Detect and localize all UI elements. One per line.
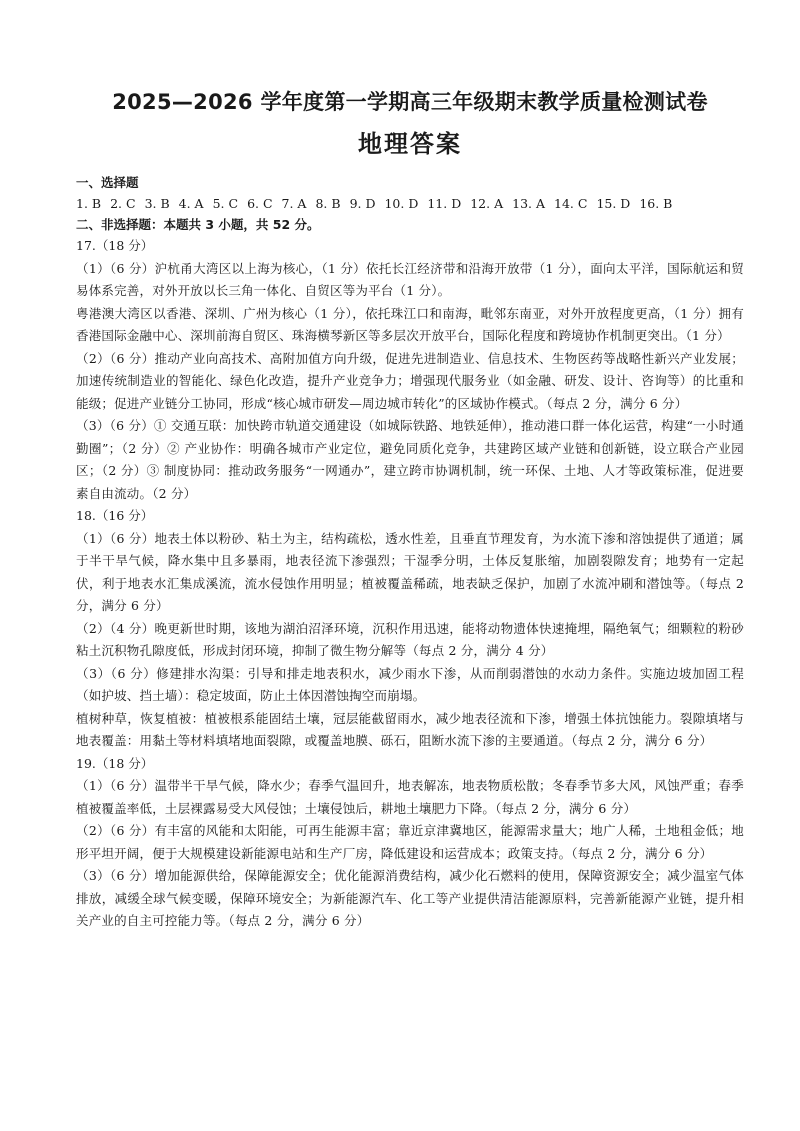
answer-subtitle: 地理答案 [358, 130, 462, 158]
question-19-answer-paragraph: （3）（6 分）增加能源供给，保障能源安全；优化能源消费结构，减少化石燃料的使用，保障资源安全；减少温室气体排放，减缓全球气候变暖，保障环境安全；为新能源汽车、化工等产业提供清洁能源原料，完善新能源产业链，提升相关产业的自主可控能力等。（每点 2 分，满分 6 分） [76, 868, 744, 928]
question-17-heading: 17.（18 分） [76, 238, 154, 253]
question-19-answer-paragraph: （1）（6 分）温带半干旱气候，降水少；春季气温回升，地表解冻，地表物质松散；冬春季节多大风，风蚀严重；春季植被覆盖率低，土层裸露易受大风侵蚀；土壤侵蚀后，耕地土壤肥力下降。（每点 2 分，满分 6 分） [76, 778, 744, 816]
answer-item: 7. A [281, 196, 307, 211]
answer-item: 3. B [144, 196, 170, 211]
question-17-answer-paragraph: 粤港澳大湾区以香港、深圳、广州为核心（1 分），依托珠江口和南海，毗邻东南亚，对外开放程度更高，（1 分）拥有香港国际金融中心、深圳前海自贸区、珠海横琴新区等多层次开放平台，国际化程度和跨境协作机制更突出。（1 分） [76, 305, 744, 343]
answer-item: 8. B [315, 196, 341, 211]
question-17-answer-paragraph: （3）（6 分）① 交通互联：加快跨市轨道交通建设（如城际铁路、地铁延伸），推动港口群一体化运营，构建“一小时通勤圈”；（2 分）② 产业协作：明确各城市产业定位，避免同质化竞争，共建跨区域产业链和创新链，设立联合产业园区；（2 分）③ 制度协同：推动政务服务“一网通办”，建立跨市协调机制，统一环保、土地、人才等政策标准，促进要素自由流动。（2 分） [76, 418, 744, 501]
exam-title: 2025—2026 学年度第一学期高三年级期末教学质量检测试卷 [112, 90, 708, 114]
answer-item: 9. D [349, 196, 376, 211]
question-18-heading: 18.（16 分） [76, 508, 154, 523]
answer-item: 12. A [470, 196, 504, 211]
answer-item: 16. B [639, 196, 673, 211]
answer-item: 1. B [76, 196, 102, 211]
question-18-answer-paragraph: （1）（6 分）地表土体以粉砂、粘土为主，结构疏松，透水性差，且垂直节理发育，为水流下渗和溶蚀提供了通道；属于半干旱气候，降水集中且多暴雨，地表径流下渗强烈；干湿季分明，土体反复胀缩，加剧裂隙发育；地势有一定起伏，利于地表水汇集成溪流，流水侵蚀作用明显；植被覆盖稀疏，地表缺乏保护，加剧了水流冲刷和潜蚀等。（每点 2 分，满分 6 分） [76, 530, 744, 613]
answer-item: 14. C [554, 196, 588, 211]
question-17-answer-paragraph: （2）（6 分）推动产业向高技术、高附加值方向升级，促进先进制造业、信息技术、生物医药等战略性新兴产业发展；加速传统制造业的智能化、绿色化改造，提升产业竞争力；增强现代服务业（如金融、研发、设计、咨询等）的比重和能级；促进产业链分工协同，形成“核心城市研发—周边城市转化”的区域协作模式。（每点 2 分，满分 6 分） [76, 350, 744, 411]
question-18-answer-paragraph: 植树种草，恢复植被：植被根系能固结土壤，冠层能截留雨水，减少地表径流和下渗，增强土体抗蚀能力。裂隙填堵与地表覆盖：用黏土等材料填堵地面裂隙，或覆盖地膜、砾石，阻断水流下渗的主要通道。（每点 2 分，满分 6 分） [76, 710, 744, 748]
question-18-answer-paragraph: （3）（6 分）修建排水沟渠：引导和排走地表积水，减少雨水下渗，从而削弱潜蚀的水动力条件。实施边坡加固工程（如护坡、挡土墙）：稳定坡面，防止土体因潜蚀掏空而崩塌。 [76, 665, 744, 703]
answer-item: 6. C [247, 196, 273, 211]
answer-item: 11. D [427, 196, 462, 211]
section-heading-choice: 一、选择题 [76, 175, 139, 190]
section-heading-nonchoice: 二、非选择题：本题共 3 小题，共 52 分。 [76, 217, 320, 232]
question-19-answer-paragraph: （2）（6 分）有丰富的风能和太阳能，可再生能源丰富；靠近京津冀地区，能源需求量大；地广人稀，土地租金低；地形平坦开阔，便于大规模建设新能源电站和生产厂房，降低建设和运营成本；政策支持。（每点 2 分，满分 6 分） [76, 823, 744, 861]
question-17-answer-paragraph: （1）（6 分）沪杭甬大湾区以上海为核心，（1 分）依托长江经济带和沿海开放带（1 分），面向太平洋，国际航运和贸易体系完善，对外开放以长三角一体化、自贸区等为平台（1 分）。 [76, 260, 744, 298]
question-19-heading: 19.（18 分） [76, 755, 154, 771]
question-18-answer-paragraph: （2）（4 分）晚更新世时期，该地为湖泊沼泽环境，沉积作用迅速，能将动物遗体快速掩埋，隔绝氧气；细颗粒的粉砂粘土沉积物孔隙度低，形成封闭环境，抑制了微生物分解等（每点 2 分，满分 4 分） [76, 620, 744, 658]
choice-answers-line [76, 193, 744, 214]
answer-item: 10. D [384, 196, 419, 211]
answer-item: 5. C [212, 196, 239, 211]
answer-item: 4. A [178, 196, 204, 211]
answer-item: 15. D [596, 196, 631, 211]
answer-item: 2. C [110, 196, 136, 211]
answer-item: 13. A [512, 196, 546, 211]
